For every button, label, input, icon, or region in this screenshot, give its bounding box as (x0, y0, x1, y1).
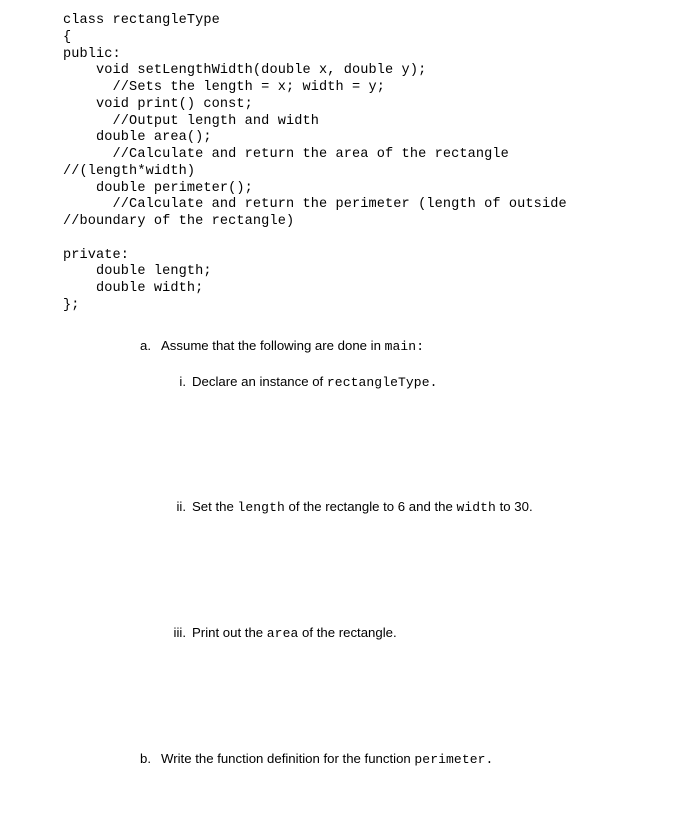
code-line: { (63, 29, 72, 45)
question-item-b (140, 750, 493, 768)
code-line: //Sets the length = x; width = y; (63, 80, 386, 95)
prose-text: Set the (192, 499, 238, 514)
prose-text: Write the function definition for the function (161, 751, 415, 766)
code-line: void setLengthWidth(double x, double y); (63, 63, 427, 79)
code-line: //Calculate and return the perimeter (length of outside (63, 197, 567, 213)
cpp-class-definition-code-block (63, 13, 567, 315)
question-marker: a. (140, 338, 151, 353)
question-marker: ii. (176, 499, 186, 514)
code-line: //Output length and width (63, 113, 319, 129)
prose-text: of the rectangle to 6 and the (284, 499, 457, 514)
inline-code-token: length (237, 500, 285, 515)
prose-text: to 30. (495, 499, 533, 514)
code-line: double area(); (63, 130, 212, 146)
question-item-iii (162, 624, 397, 642)
question-text (161, 337, 424, 355)
question-text (192, 624, 397, 642)
code-line: class rectangleType (63, 13, 220, 28)
question-text (192, 373, 438, 391)
code-line: double width; (63, 281, 204, 296)
question-text (192, 498, 533, 516)
question-item-ii (162, 498, 533, 516)
code-line: double perimeter(); (63, 180, 253, 196)
inline-code-token: main: (384, 339, 425, 354)
inline-code-token: rectangleType. (326, 375, 438, 390)
code-line: public: (63, 46, 121, 62)
code-line: private: (63, 247, 130, 263)
inline-code-token: perimeter. (414, 752, 494, 767)
code-line: void print() const; (63, 96, 253, 112)
inline-code-token: area (266, 626, 299, 641)
question-marker: i. (179, 374, 186, 389)
prose-text: Assume that the following are done in (161, 338, 385, 353)
inline-code-token: width (456, 500, 496, 515)
code-line: //(length*width) (63, 163, 196, 179)
code-line (63, 231, 567, 248)
code-line: //Calculate and return the area of the rectangle (63, 147, 509, 162)
question-marker: b. (140, 751, 151, 766)
prose-text: Declare an instance of (192, 374, 327, 389)
question-text (161, 750, 493, 768)
code-line: double length; (63, 264, 212, 280)
code-line: //boundary of the rectangle) (63, 214, 295, 229)
question-marker: iii. (173, 625, 186, 640)
question-item-a (140, 337, 424, 355)
prose-text: of the rectangle. (298, 625, 397, 640)
question-item-i (162, 373, 438, 391)
code-line: }; (63, 297, 80, 313)
prose-text: Print out the (192, 625, 267, 640)
